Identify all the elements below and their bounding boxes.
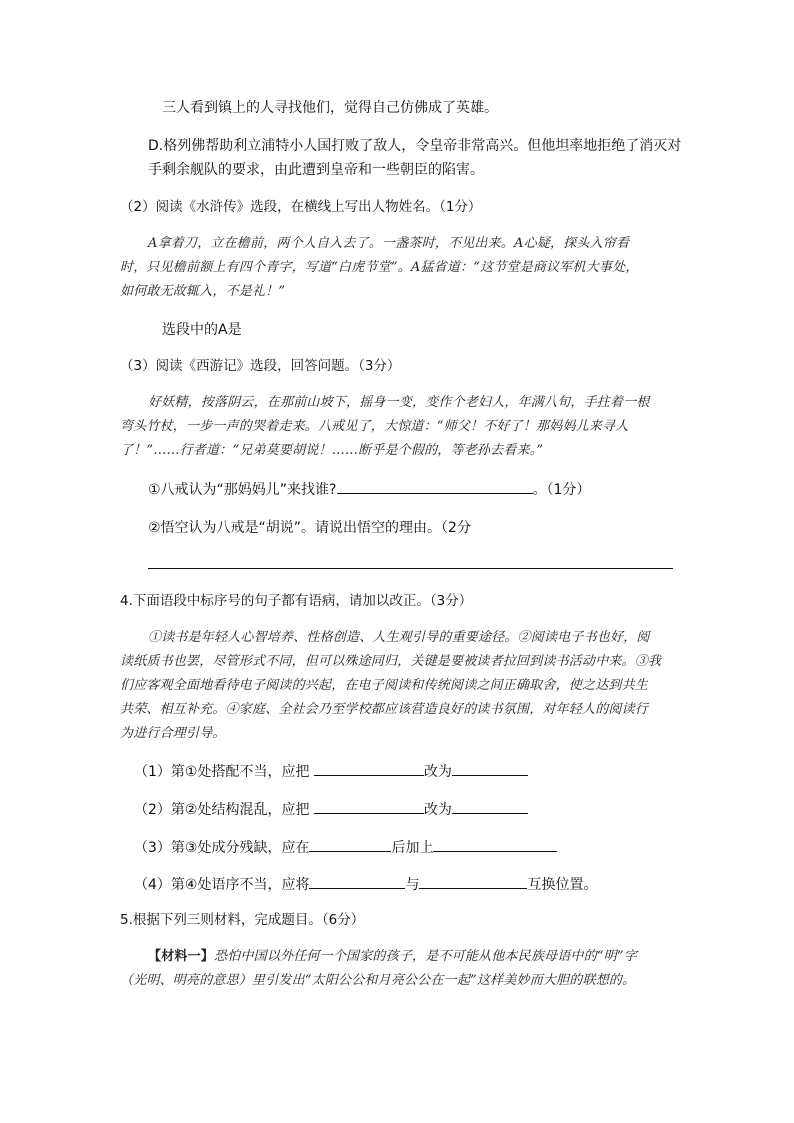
answer-4-3 <box>134 837 557 858</box>
answer-4-4-post: 互换位置。 <box>527 877 598 893</box>
answer-blank-4-3b[interactable] <box>433 837 557 852</box>
answer-blank-4-1b[interactable] <box>452 761 528 776</box>
passage-q4-line-3: 们应客观全面地看待电子阅读的兴起，在电子阅读和传统阅读之间正确取舍，使之达到共生 <box>120 678 649 693</box>
material-1-tag: 【材料一】 <box>148 949 215 964</box>
answer-4-4 <box>134 874 597 895</box>
material-1-line-1 <box>148 947 637 967</box>
question-3a <box>148 479 590 500</box>
answer-4-2 <box>134 799 528 820</box>
answer-4-2-text: （2）第②处结构混乱，应把 <box>134 802 310 818</box>
passage-q4-line-1: ①读书是年轻人心智培养、性格创造、人生观引导的重要途径。②阅读电子书也好，阅 <box>148 630 650 645</box>
passage-xiyou-line-2: 弯头竹杖，一步一声的哭着走来。八戒见了，大惊道：“师父！不好了！那妈妈儿来寻人 <box>120 419 629 434</box>
answer-4-1 <box>134 761 528 782</box>
answer-4-4-text: （4）第④处语序不当，应将 <box>134 877 310 893</box>
answer-4-2-mid: 改为 <box>423 802 452 818</box>
question-3b: ②悟空认为八戒是“胡说”。请说出悟空的理由。（2分 <box>148 520 471 536</box>
passage-shuihu-line-2: 时，只见檐前额上有四个青字，写道“白虎节堂”。A猛省道：“这节堂是商议军机大事处， <box>120 260 639 275</box>
answer-2-label: 选段中的A是 <box>162 322 242 338</box>
passage-shuihu-line-1: A拿着刀，立在檐前，两个人自入去了。一盏茶时，不见出来。A心疑，探头入帘看 <box>148 236 630 251</box>
question-4-prompt: 4.下面语段中标序号的句子都有语病，请加以改正。（3分） <box>120 593 473 609</box>
question-3a-text: ①八戒认为“那妈妈儿”来找谁? <box>148 482 337 498</box>
material-1-line-2: （光明、明亮的意思）里引发出“太阳公公和月亮公公在一起”这样美妙而大胆的联想的。 <box>120 973 636 988</box>
passage-xiyou-line-1: 好妖精，按落阴云，在那前山坡下，摇身一变，变作个老妇人，年满八旬，手拄着一根 <box>148 395 650 410</box>
question-2-prompt: （2）阅读《水浒传》选段，在横线上写出人物姓名。（1分） <box>120 199 482 215</box>
answer-blank-4-4b[interactable] <box>419 874 527 889</box>
answer-4-1-mid: 改为 <box>423 764 452 780</box>
passage-q4-line-2: 读纸质书也罢，尽管形式不同，但可以殊途同归，关键是要被读者拉回到读书活动中来。③我 <box>120 654 662 669</box>
answer-blank-4-2a[interactable] <box>314 799 424 814</box>
passage-shuihu-line-3: 如何敢无故辄入，不是礼！” <box>120 284 286 299</box>
answer-4-3-text: （3）第③处成分残缺，应在 <box>134 840 310 856</box>
question-3-prompt: （3）阅读《西游记》选段，回答问题。（3分） <box>120 358 401 374</box>
question-5-prompt: 5.根据下列三则材料，完成题目。（6分） <box>120 912 365 928</box>
material-1-text: 恐怕中国以外任何一个国家的孩子，是不可能从他本民族母语中的“明”字 <box>214 949 637 964</box>
answer-blank-4-1a[interactable] <box>314 761 424 776</box>
answer-4-1-text: （1）第①处搭配不当，应把 <box>134 764 310 780</box>
answer-4-4-mid: 与 <box>405 877 420 893</box>
answer-blank-4-3a[interactable] <box>309 837 391 852</box>
passage-q4-line-4: 共荣、相互补充。④家庭、全社会乃至学校都应该营造良好的读书氛围，对年轻人的阅读行 <box>120 702 649 717</box>
answer-blank-4-2b[interactable] <box>452 799 528 814</box>
option-c-continuation: 三人看到镇上的人寻找他们，觉得自己仿佛成了英雄。 <box>162 100 498 116</box>
passage-xiyou-line-3: 了！”……行者道：“兄弟莫要胡说！……断乎是个假的，等老孙去看来。” <box>120 443 544 458</box>
answer-blank-4-4a[interactable] <box>309 874 405 889</box>
answer-blank-3a[interactable] <box>337 479 533 494</box>
question-3a-score: 。（1分） <box>532 482 591 498</box>
passage-q4-line-5: 为进行合理引导。 <box>120 726 226 741</box>
answer-4-3-mid: 后加上 <box>391 840 434 856</box>
option-d-line-2: 手剩余舰队的要求，由此遭到皇帝和一些朝臣的陷害。 <box>148 162 484 178</box>
option-d-line-1: D.格列佛帮助利立浦特小人国打败了敌人，令皇帝非常高兴。但他坦率地拒绝了消灭对 <box>148 138 682 154</box>
answer-line-3b[interactable] <box>148 568 673 569</box>
